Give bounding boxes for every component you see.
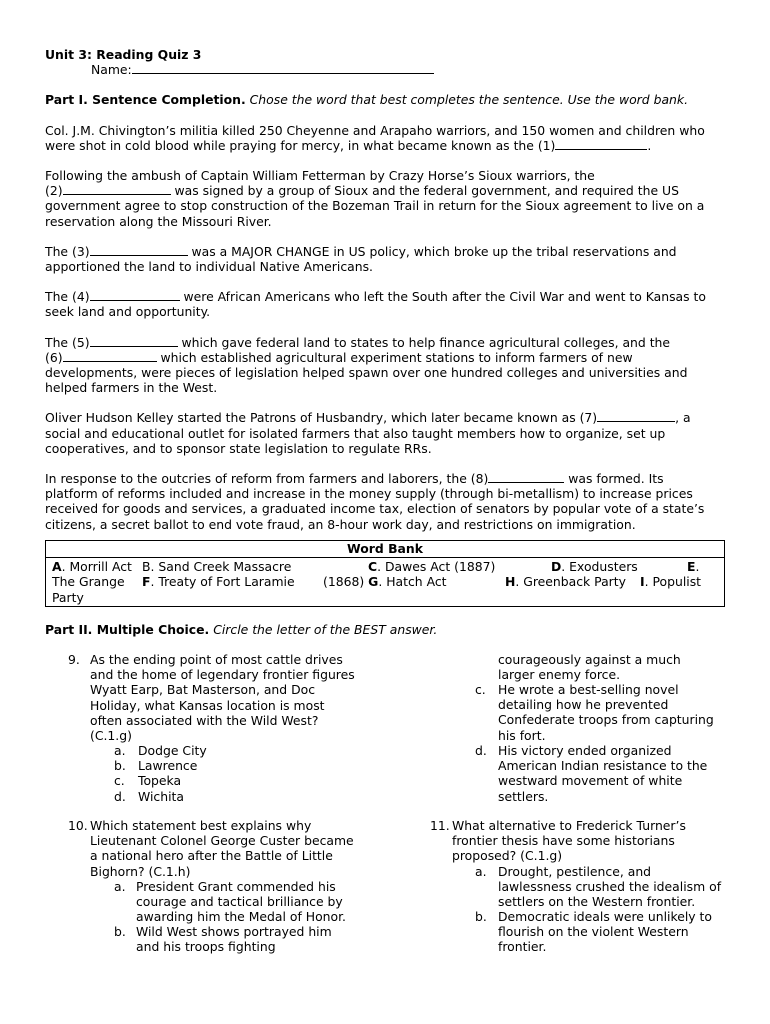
blank-1[interactable] [555,138,647,150]
word-bank-item-f: F. Treaty of Fort Laramie [142,574,295,590]
q11-stem-line: What alternative to Frederick Turner’s [452,818,686,834]
q4-line [45,289,725,304]
word-bank-item-f-cont: (1868) G. Hatch Act [323,574,447,590]
q10-stem-line: Lieutenant Colonel George Custer became [90,833,354,849]
q9-stem-line: often associated with the Wild West? [90,712,319,728]
q2-line: Following the ambush of Captain William Fetterman by Crazy Horse’s Sioux warriors, the [45,168,595,184]
q8-text: was formed. Its [564,471,664,487]
question-4 [45,289,725,319]
part1-header [45,92,725,107]
q4-line: seek land and opportunity. [45,304,211,320]
question-2 [45,168,725,229]
name-label: Name: [91,62,132,78]
word-bank-title: Word Bank [46,541,724,558]
q10-stem-line: a national hero after the Battle of Little [90,848,333,864]
q1-text: . [647,137,652,153]
q3-text: was a MAJOR CHANGE in US policy, which broke up the tribal reservations and [187,243,677,259]
q2-text: (2) [45,183,63,199]
question-1 [45,123,725,153]
part2-heading: Part II. Multiple Choice. [45,621,210,637]
q1-text: were shot in cold blood while praying for mercy, in what became known as the (1) [45,137,556,153]
q9-option-c[interactable]: c. Topeka [114,773,182,789]
q9-option-a[interactable]: a. Dodge City [114,743,207,759]
q10-stem-line: Which statement best explains why [90,818,312,834]
name-blank[interactable] [132,62,434,74]
q11-stem-line: frontier thesis have some historians [452,833,675,849]
q8-line: platform of reforms included and increase in the money supply (through bi-metallism) to increase prices [45,486,693,502]
word-bank-item-a: A. Morrill Act [52,558,132,574]
q2-line: reservation along the Missouri River. [45,213,272,229]
part2-instruction: Circle the letter of the BEST answer. [213,621,438,637]
q4-text: The (4) [45,289,90,305]
word-bank-item-d: D. Exodusters [551,558,638,574]
q9-stem-line: Wyatt Earp, Bat Masterson, and Doc [90,682,316,698]
page-title: Unit 3: Reading Quiz 3 [45,47,202,62]
word-bank-item-b: B. Sand Creek Massacre [142,558,292,574]
q9-option-b[interactable]: b. Lawrence [114,758,198,774]
q7-line [45,410,725,425]
q10-stem-line: Bighorn? (C.1.h) [90,863,191,879]
word-bank-item-c: C. Dawes Act (1887) [368,558,496,574]
q3-line [45,244,725,259]
q5-text: The (5) [45,334,90,350]
q9-stem-line: and the home of legendary frontier figures [90,667,355,683]
q8-line [45,471,725,486]
q10-number: 10. [68,818,88,834]
question-3 [45,244,725,274]
q5-text: which gave federal land to states to help finance agricultural colleges, and the [177,334,671,350]
q9-option-d[interactable]: d. Wichita [114,788,184,804]
q2-text: was signed by a group of Sioux and the federal government, and required the US [170,183,679,199]
word-bank-item-i: I. Populist [640,574,702,590]
word-bank-body [46,558,724,606]
q2-line [45,183,725,198]
q9-stem-line: (C.1.g) [90,728,132,744]
q3-text: The (3) [45,243,90,259]
blank-7[interactable] [597,410,675,422]
q2-line: government agree to stop construction of the Bozeman Trail in return for the Sioux agreement to live on a [45,198,705,214]
q9-stem-line: Holiday, what Kansas location is most [90,697,325,713]
q7-text: Oliver Hudson Kelley started the Patrons of Husbandry, which later became known as (7) [45,410,598,426]
q1-line: Col. J.M. Chivington’s militia killed 250 Cheyenne and Arapaho warriors, and 150 women and children who [45,122,705,138]
q8-line: received for goods and services, a graduated income tax, election of senators by popular vote of a state’s [45,501,705,517]
q5-line [45,335,725,350]
blank-4[interactable] [90,289,180,301]
q5-line: helped farmers in the West. [45,380,218,396]
blank-6[interactable] [63,350,157,362]
q11-stem-line: proposed? (C.1.g) [452,848,563,864]
q7-text: , a [675,410,691,426]
part1-heading: Part I. Sentence Completion. [45,92,246,108]
question-8 [45,471,725,532]
question-5-6 [45,335,725,396]
blank-5[interactable] [90,335,178,347]
word-bank [45,540,725,607]
part1-instruction: Chose the word that best completes the sentence. Use the word bank. [249,92,689,108]
q10-stem [90,818,354,879]
q1-line [45,138,725,153]
q7-line: cooperatives, and to sponsor state legislation to regulate RRs. [45,440,432,456]
name-line [45,62,725,77]
word-bank-item-h: H. Greenback Party [505,574,626,590]
q8-line: citizens, a secret ballot to end vote fraud, an 8-hour work day, and restrictions on immigration. [45,516,636,532]
q9-stem [90,652,355,743]
q9-number: 9. [68,652,80,668]
question-7 [45,410,725,456]
blank-2[interactable] [63,183,171,195]
blank-3[interactable] [90,244,188,256]
word-bank-item-i-cont: Party [52,589,84,605]
q6-text: (6) [45,349,63,365]
q5-line [45,350,725,365]
multiple-choice-columns: 9. As the ending point of most cattle drives and the home of legendary frontier figures Wyatt Earp, Bat Masterson, and Doc Holiday, what Kansas location is most often associated with the Wild West? (C.1.g) a. Dodge City b. Lawrence c. Topeka d. Wichita 10. Which statement best explains why Lieutenant Colonel George Custer became a national hero after the Battle of Little Bighorn? (C.1.h) a. President Grant commended his courage and tactical brilliance by awarding him the Medal of Honor. b. Wild West shows portrayed him and his troops fighting courageously against a much larger enemy force. c. He wrote a best-selling novel detailing how he prevented Confederate troops from capturing his fort. d. His victory ended organized American Indian resistance to the westward movement of white settlers. 11. What alternative to Frederick Turner’s frontier thesis have some historians proposed? (C.1.g) a. Drought, pestilence, and lawlessness crushed the idealism of settlers on the Western frontier. b. Democratic ideals were unlikely to flourish on the violent Western frontier. [68,652,722,955]
q10-option-b-cont[interactable]: courageously against a much larger enemy force. [498,652,681,683]
word-bank-item-e-cont: The Grange [52,574,125,590]
word-bank-item-e: E. [687,558,700,574]
q11-number: 11. [430,818,450,834]
q7-line: social and educational outlet for isolated farmers that also taught members how to organize, set up [45,425,666,441]
part2-header [45,622,725,637]
q8-text: In response to the outcries of reform from farmers and laborers, the (8) [45,471,489,487]
q5-line: developments, were pieces of legislation helped spawn over one hundred colleges and universities and [45,365,688,381]
q3-line: apportioned the land to individual Native Americans. [45,259,373,275]
q11-stem [452,818,686,864]
q6-text: which established agricultural experiment stations to inform farmers of new [156,349,633,365]
quiz-page [45,47,725,957]
blank-8[interactable] [488,471,564,483]
q9-options [114,743,314,804]
q4-text: were African Americans who left the South after the Civil War and went to Kansas to [179,289,706,305]
q9-stem-line: As the ending point of most cattle drives [90,652,343,668]
